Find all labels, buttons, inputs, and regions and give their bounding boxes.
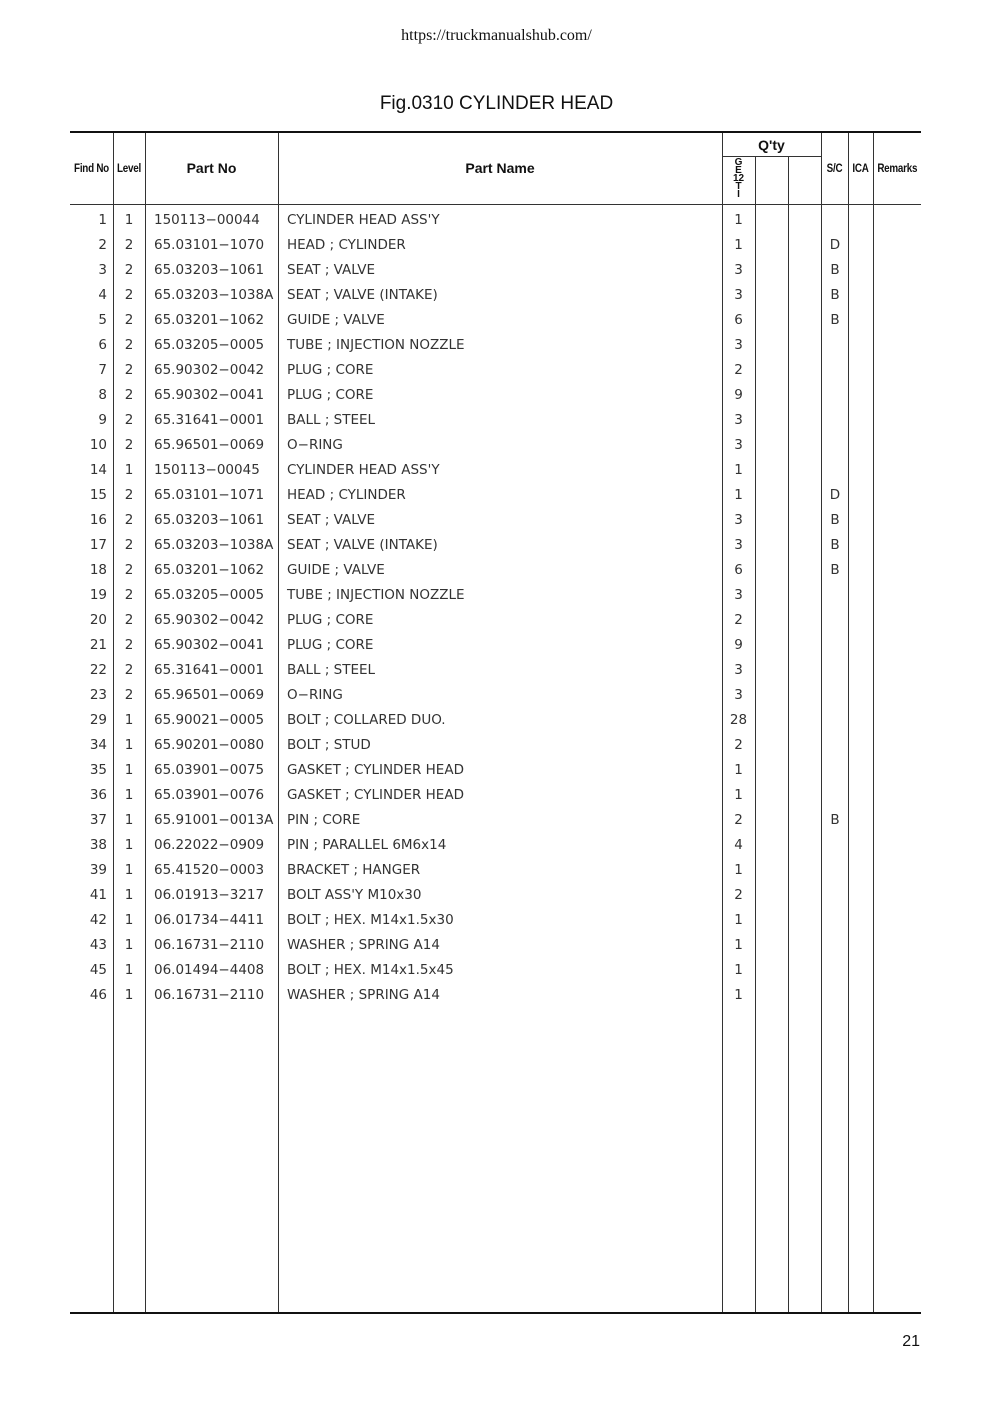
cell-qty: 1 — [734, 237, 743, 253]
cell-part-name: GASKET ; CYLINDER HEAD — [287, 762, 464, 778]
table-row — [70, 935, 921, 960]
cell-part-name: BOLT ; COLLARED DUO. — [287, 712, 446, 728]
table-row — [70, 685, 921, 710]
cell-level: 1 — [124, 212, 134, 228]
table-row — [70, 460, 921, 485]
table-row — [70, 310, 921, 335]
cell-level: 1 — [124, 962, 134, 978]
cell-part-name: PLUG ; CORE — [287, 612, 374, 628]
cell-part-name: BOLT ASS'Y M10x30 — [287, 887, 422, 903]
cell-level: 2 — [124, 262, 134, 278]
header-ica: ICA — [852, 161, 869, 175]
cell-find-no: 9 — [98, 412, 107, 428]
cell-part-no: 65.96501−0069 — [154, 437, 265, 453]
cell-find-no: 17 — [89, 537, 107, 553]
cell-part-name: TUBE ; INJECTION NOZZLE — [287, 337, 465, 353]
cell-find-no: 36 — [89, 787, 107, 803]
table-row — [70, 210, 921, 235]
cell-part-no: 65.03203−1061 — [154, 262, 265, 278]
cell-qty: 1 — [734, 912, 743, 928]
cell-part-name: BOLT ; STUD — [287, 737, 371, 753]
parts-table — [70, 131, 921, 1314]
cell-level: 2 — [124, 562, 134, 578]
table-row — [70, 860, 921, 885]
cell-level: 1 — [124, 762, 134, 778]
cell-part-no: 150113−00044 — [154, 212, 260, 228]
cell-part-no: 65.90302−0042 — [154, 612, 265, 628]
cell-level: 2 — [124, 687, 134, 703]
cell-qty: 9 — [734, 637, 743, 653]
cell-part-name: BALL ; STEEL — [287, 662, 376, 678]
cell-qty: 1 — [734, 462, 743, 478]
cell-find-no: 18 — [89, 562, 107, 578]
cell-qty: 1 — [734, 212, 743, 228]
cell-level: 1 — [124, 912, 134, 928]
cell-qty: 2 — [734, 887, 743, 903]
cell-part-no: 65.03901−0075 — [154, 762, 265, 778]
cell-sc: B — [830, 262, 840, 278]
cell-sc: B — [830, 562, 840, 578]
cell-level: 1 — [124, 937, 134, 953]
table-row — [70, 385, 921, 410]
cell-level: 1 — [124, 987, 134, 1003]
table-row — [70, 235, 921, 260]
cell-part-no: 06.22022−0909 — [154, 837, 265, 853]
cell-part-name: O−RING — [287, 437, 343, 453]
cell-qty: 2 — [734, 612, 743, 628]
cell-find-no: 1 — [98, 212, 107, 228]
cell-find-no: 6 — [98, 337, 107, 353]
cell-level: 2 — [124, 362, 134, 378]
cell-find-no: 35 — [89, 762, 107, 778]
cell-part-name: BOLT ; HEX. M14x1.5x30 — [287, 912, 454, 928]
cell-find-no: 42 — [89, 912, 107, 928]
cell-qty: 6 — [734, 562, 743, 578]
cell-part-no: 65.03205−0005 — [154, 337, 265, 353]
cell-sc: D — [829, 237, 841, 253]
page-number: 21 — [902, 1333, 920, 1350]
header-level: Level — [117, 161, 141, 175]
cell-level: 2 — [124, 637, 134, 653]
cell-part-name: GASKET ; CYLINDER HEAD — [287, 787, 464, 803]
cell-qty: 3 — [734, 662, 743, 678]
cell-level: 1 — [124, 862, 134, 878]
cell-find-no: 4 — [98, 287, 107, 303]
cell-qty: 3 — [734, 287, 743, 303]
cell-find-no: 8 — [98, 387, 107, 403]
table-row — [70, 760, 921, 785]
cell-part-no: 06.16731−2110 — [154, 937, 265, 953]
table-row — [70, 410, 921, 435]
cell-level: 1 — [124, 887, 134, 903]
cell-part-name: PLUG ; CORE — [287, 362, 374, 378]
cell-part-no: 65.90201−0080 — [154, 737, 265, 753]
cell-part-name: GUIDE ; VALVE — [287, 312, 385, 328]
cell-qty: 1 — [734, 987, 743, 1003]
table-row — [70, 735, 921, 760]
cell-sc: B — [830, 312, 840, 328]
cell-level: 2 — [124, 437, 134, 453]
cell-part-name: GUIDE ; VALVE — [287, 562, 385, 578]
cell-part-no: 65.03101−1071 — [154, 487, 265, 503]
header-find-no: Find No — [74, 161, 109, 175]
cell-part-name: BALL ; STEEL — [287, 412, 376, 428]
cell-part-no: 65.03203−1038A — [154, 537, 274, 553]
cell-level: 2 — [124, 387, 134, 403]
cell-qty: 1 — [734, 762, 743, 778]
cell-qty: 3 — [734, 512, 743, 528]
cell-qty: 1 — [734, 487, 743, 503]
table-row — [70, 635, 921, 660]
table-row — [70, 985, 921, 1010]
source-url: https://truckmanualshub.com/ — [401, 27, 592, 44]
cell-qty: 4 — [734, 837, 743, 853]
header-part-name: Part Name — [465, 160, 535, 176]
cell-level: 1 — [124, 712, 134, 728]
cell-find-no: 38 — [89, 837, 107, 853]
cell-part-name: CYLINDER HEAD ASS'Y — [287, 462, 440, 478]
cell-part-name: BRACKET ; HANGER — [287, 862, 421, 878]
cell-sc: B — [830, 512, 840, 528]
cell-level: 1 — [124, 837, 134, 853]
cell-part-no: 65.03205−0005 — [154, 587, 265, 603]
cell-level: 2 — [124, 337, 134, 353]
cell-find-no: 43 — [89, 937, 107, 953]
cell-qty: 3 — [734, 687, 743, 703]
table-row — [70, 260, 921, 285]
cell-part-name: HEAD ; CYLINDER — [287, 237, 406, 253]
table-row — [70, 585, 921, 610]
cell-qty: 2 — [734, 812, 743, 828]
cell-part-no: 65.90302−0041 — [154, 637, 265, 653]
cell-qty: 3 — [734, 537, 743, 553]
cell-part-no: 65.03901−0076 — [154, 787, 265, 803]
cell-level: 2 — [124, 412, 134, 428]
cell-qty: 1 — [734, 862, 743, 878]
cell-part-name: PIN ; PARALLEL 6M6x14 — [287, 837, 447, 853]
cell-part-name: BOLT ; HEX. M14x1.5x45 — [287, 962, 454, 978]
cell-part-no: 65.91001−0013A — [154, 812, 274, 828]
cell-find-no: 39 — [89, 862, 107, 878]
cell-sc: B — [830, 537, 840, 553]
cell-find-no: 16 — [89, 512, 107, 528]
table-row — [70, 660, 921, 685]
cell-level: 2 — [124, 662, 134, 678]
cell-level: 2 — [124, 287, 134, 303]
cell-part-no: 65.03203−1038A — [154, 287, 274, 303]
header-remarks: Remarks — [877, 161, 918, 175]
cell-find-no: 22 — [89, 662, 107, 678]
cell-find-no: 23 — [89, 687, 107, 703]
cell-find-no: 21 — [89, 637, 107, 653]
cell-qty: 1 — [734, 937, 743, 953]
cell-part-no: 65.41520−0003 — [154, 862, 265, 878]
cell-level: 1 — [124, 812, 134, 828]
cell-part-no: 65.03203−1061 — [154, 512, 265, 528]
cell-part-no: 65.03201−1062 — [154, 312, 265, 328]
cell-find-no: 34 — [89, 737, 107, 753]
cell-find-no: 14 — [89, 462, 107, 478]
header-sc: S/C — [826, 161, 843, 175]
table-row — [70, 885, 921, 910]
cell-qty: 3 — [734, 337, 743, 353]
cell-part-name: TUBE ; INJECTION NOZZLE — [287, 587, 465, 603]
cell-level: 2 — [124, 237, 134, 253]
table-row — [70, 360, 921, 385]
header-part-no: Part No — [186, 160, 237, 176]
cell-level: 2 — [124, 612, 134, 628]
cell-part-name: PLUG ; CORE — [287, 387, 374, 403]
cell-part-no: 65.31641−0001 — [154, 412, 265, 428]
cell-part-name: SEAT ; VALVE (INTAKE) — [287, 537, 438, 553]
cell-part-name: PLUG ; CORE — [287, 637, 374, 653]
cell-level: 2 — [124, 512, 134, 528]
cell-part-name: CYLINDER HEAD ASS'Y — [287, 212, 440, 228]
table-row — [70, 810, 921, 835]
cell-level: 2 — [124, 587, 134, 603]
table-row — [70, 535, 921, 560]
table-row — [70, 285, 921, 310]
cell-part-no: 65.90302−0041 — [154, 387, 265, 403]
cell-level: 1 — [124, 462, 134, 478]
cell-qty: 6 — [734, 312, 743, 328]
cell-part-no: 65.90021−0005 — [154, 712, 265, 728]
cell-sc: D — [829, 487, 841, 503]
table-row — [70, 560, 921, 585]
table-row — [70, 510, 921, 535]
cell-part-name: O−RING — [287, 687, 343, 703]
cell-qty: 3 — [734, 437, 743, 453]
cell-part-no: 150113−00045 — [154, 462, 260, 478]
cell-part-name: WASHER ; SPRING A14 — [287, 937, 440, 953]
table-row — [70, 910, 921, 935]
cell-find-no: 41 — [89, 887, 107, 903]
cell-qty: 1 — [734, 787, 743, 803]
table-row — [70, 960, 921, 985]
cell-qty: 3 — [734, 262, 743, 278]
cell-part-no: 65.90302−0042 — [154, 362, 265, 378]
cell-qty: 1 — [734, 962, 743, 978]
table-row — [70, 610, 921, 635]
cell-part-name: SEAT ; VALVE — [287, 512, 376, 528]
table-row — [70, 835, 921, 860]
cell-level: 2 — [124, 312, 134, 328]
cell-qty: 2 — [734, 737, 743, 753]
cell-find-no: 10 — [89, 437, 107, 453]
cell-part-no: 06.01734−4411 — [154, 912, 265, 928]
cell-part-name: WASHER ; SPRING A14 — [287, 987, 440, 1003]
cell-qty: 3 — [734, 412, 743, 428]
cell-find-no: 45 — [89, 962, 107, 978]
cell-find-no: 7 — [98, 362, 107, 378]
cell-part-no: 06.01494−4408 — [154, 962, 265, 978]
cell-sc: B — [830, 287, 840, 303]
cell-find-no: 29 — [89, 712, 107, 728]
table-row — [70, 485, 921, 510]
cell-part-no: 65.03101−1070 — [154, 237, 265, 253]
cell-find-no: 37 — [89, 812, 107, 828]
header-qty-model: G E 12 T I — [732, 157, 745, 200]
cell-part-no: 65.03201−1062 — [154, 562, 265, 578]
table-row — [70, 785, 921, 810]
cell-find-no: 19 — [89, 587, 107, 603]
cell-part-no: 06.16731−2110 — [154, 987, 265, 1003]
cell-level: 1 — [124, 737, 134, 753]
figure-title: Fig.0310 CYLINDER HEAD — [379, 93, 614, 114]
cell-find-no: 2 — [98, 237, 107, 253]
cell-part-name: HEAD ; CYLINDER — [287, 487, 406, 503]
cell-part-no: 65.96501−0069 — [154, 687, 265, 703]
cell-qty: 9 — [734, 387, 743, 403]
cell-qty: 28 — [729, 712, 748, 728]
cell-find-no: 46 — [89, 987, 107, 1003]
cell-find-no: 20 — [89, 612, 107, 628]
cell-level: 2 — [124, 487, 134, 503]
header-divider — [70, 204, 921, 205]
cell-part-no: 06.01913−3217 — [154, 887, 265, 903]
cell-part-name: SEAT ; VALVE — [287, 262, 376, 278]
cell-sc: B — [830, 812, 840, 828]
cell-level: 1 — [124, 787, 134, 803]
cell-find-no: 15 — [89, 487, 107, 503]
cell-qty: 3 — [734, 587, 743, 603]
cell-find-no: 5 — [98, 312, 107, 328]
table-row — [70, 435, 921, 460]
cell-part-name: PIN ; CORE — [287, 812, 361, 828]
table-row — [70, 335, 921, 360]
cell-find-no: 3 — [98, 262, 107, 278]
table-row — [70, 710, 921, 735]
cell-part-no: 65.31641−0001 — [154, 662, 265, 678]
cell-qty: 2 — [734, 362, 743, 378]
cell-level: 2 — [124, 537, 134, 553]
header-qty: Q'ty — [758, 137, 785, 153]
cell-part-name: SEAT ; VALVE (INTAKE) — [287, 287, 438, 303]
